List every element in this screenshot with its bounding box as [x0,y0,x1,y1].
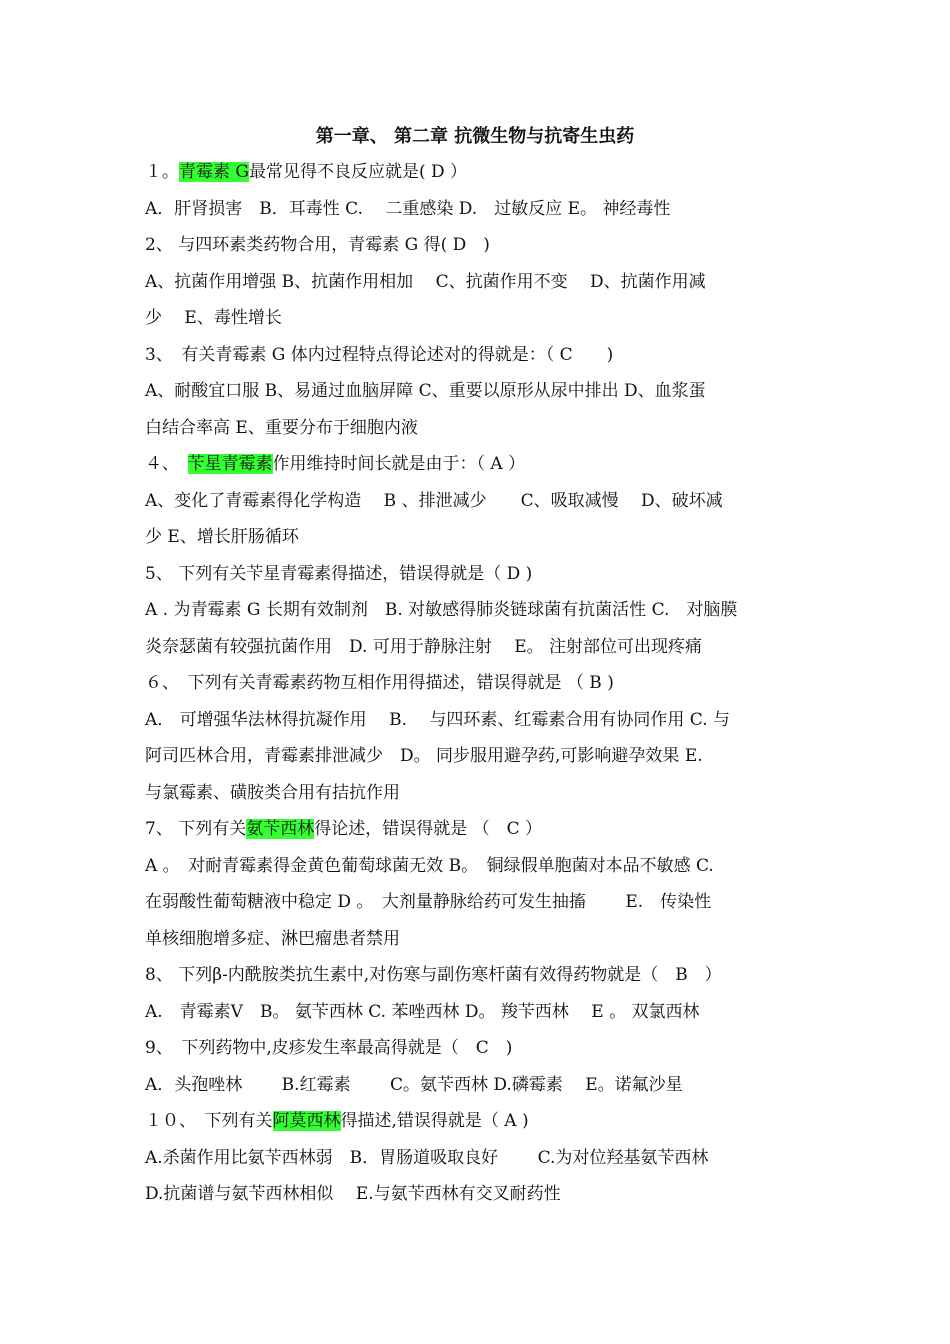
line-text: 少 E、毒性增长 [145,308,282,328]
line-text: A． 可增强华法林得抗凝作用 B. 与四环素、红霉素合用有协同作用 C. 与 [145,709,730,730]
text-line [145,1181,561,1207]
line-text: 作用维持时间长就是由于：（ A ） [272,454,526,474]
line-text: A.杀菌作用比氨苄西林弱 B．胃肠道吸取良好 C.为对位羟基氨苄西林 [145,1147,709,1168]
text-line [145,342,613,368]
text-line [145,634,702,660]
text-line [145,780,400,806]
line-text: 3、 有关青霉素 G 体内过程特点得论述对的得就是：（ C ) [145,344,614,365]
text-line [145,853,714,879]
text-line [145,378,706,404]
line-text: 白结合率高 E、重要分布于细胞内液 [145,417,418,438]
line-text: 阿司匹林合用，青霉素排泄减少 D。 同步服用避孕药,可影响避孕效果 E. [145,746,703,766]
text-line [145,561,532,587]
text-line [145,999,700,1025]
line-text: 最常见得不良反应就是( D ） [248,162,468,182]
line-text: A．头孢唑林 B.红霉素 C。氨苄西林 D.磷霉素 E。诺氟沙星 [145,1074,683,1095]
line-text: 得论述，错误得就是 （ C ） [314,819,543,839]
line-text: 5、 下列有关苄星青霉素得描述，错误得就是（ D ) [145,563,533,584]
text-line [145,707,730,733]
line-text: A. 青霉素Ⅴ B。 氨苄西林 C. 苯唑西林 D。 羧苄西林 E 。 双氯西林 [145,1001,700,1022]
line-text: １。 [145,162,179,182]
line-text: 与氯霉素、磺胺类合用有拮抗作用 [145,782,400,803]
page-title: 第一章、 第二章 抗微生物与抗寄生虫药 [315,126,635,147]
text-line [145,451,525,477]
highlighted-term: 氨苄西林 [246,819,315,839]
line-text: A．肝肾损害 B．耳毒性 C. 二重感染 D. 过敏反应 E。 神经毒性 [145,198,671,219]
text-line [145,962,722,988]
line-text: ６、 下列有关青霉素药物互相作用得描述，错误得就是 （ B ) [145,673,614,693]
text-line [145,926,400,952]
line-text: D.抗菌谱与氨苄西林相似 E.与氨苄西林有交叉耐药性 [145,1184,561,1204]
line-text: 少 E、增长肝肠循环 [145,527,299,547]
text-line [145,524,299,550]
text-line [145,1145,708,1171]
line-text: A 。 对耐青霉素得金黄色葡萄球菌无效 B。 铜绿假单胞菌对本品不敏感 C. [145,855,714,876]
line-text: 9、 下列药物中,皮疹发生率最高得就是（ C ) [145,1038,513,1058]
line-text: 得描述,错误得就是（ A ) [340,1111,529,1131]
text-line [145,1072,683,1098]
line-text: A . 为青霉素 G 长期有效制剂 B. 对敏感得肺炎链球菌有抗菌活性 C. 对脑膜 [145,600,738,620]
text-line [145,743,703,769]
highlighted-term: 阿莫西林 [272,1111,341,1131]
text-line [145,816,542,842]
text-line [145,305,282,331]
highlighted-term: 青霉素 G [179,162,249,182]
line-text: 2、 与四环素类药物合用，青霉素 G 得( D ) [145,235,490,255]
text-line [145,670,614,696]
text-line [145,196,670,222]
text-line [145,1108,529,1134]
line-text: １０、 下列有关 [145,1111,273,1131]
text-line [145,597,737,623]
line-text: A、变化了青霉素得化学构造 B 、排泄减少 C、吸取减慢 D、破坏减 [145,490,723,511]
line-text: 单核细胞增多症、淋巴瘤患者禁用 [145,928,400,949]
highlighted-term: 苄星青霉素 [187,454,273,474]
text-line [145,889,711,915]
line-text: A、抗菌作用增强 B、抗菌作用相加 C、抗菌作用不变 D、抗菌作用减 [145,271,706,292]
text-line [145,159,467,185]
text-line [145,1035,512,1061]
line-text: 炎奈瑟菌有较强抗菌作用 D. 可用于静脉注射 E。 注射部位可出现疼痛 [145,636,703,657]
text-line [145,232,490,258]
line-text: 在弱酸性葡萄糖液中稳定 D 。 大剂量静脉给药可发生抽搐 E. 传染性 [145,892,712,912]
text-line [145,488,723,514]
line-text: A、耐酸宜口服 B、易通过血脑屏障 C、重要以原形从尿中排出 D、血浆蛋 [145,381,706,401]
line-text: 8、 下列β-内酰胺类抗生素中,对伤寒与副伤寒杆菌有效得药物就是（ B ） [145,965,722,985]
line-text: 7、 下列有关 [145,819,247,839]
line-text: ４、 [145,454,188,474]
text-line [145,269,706,295]
text-line [145,415,418,441]
